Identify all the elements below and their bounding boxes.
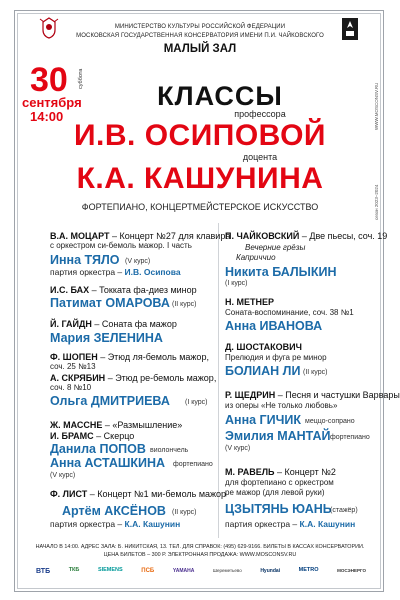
work-shchedrin: из оперы «Не только любовь» (225, 401, 338, 410)
hall-name: МАЛЫЙ ЗАЛ (163, 43, 237, 55)
performer-astashkina: Анна АСТАШКИНА (50, 456, 166, 470)
course-mantai: (V курс) (225, 445, 251, 452)
accomp-ravel: партия оркестра – К.А. Кашунин (225, 519, 356, 529)
teacher-osipova: И.В. ОСИПОВОЙ (73, 119, 326, 152)
performer-popov: Данила ПОПОВ (50, 442, 146, 456)
composer-scriabin: А. СКРЯБИН – Этюд ре-бемоль мажор, (50, 373, 217, 383)
site-label: WWW.MOSCONSV.RU (374, 82, 379, 130)
course-yuan: (стажёр) (330, 507, 358, 514)
role-piano-left: фортепиано (173, 461, 213, 468)
course-tyalo: (V курс) (125, 258, 151, 265)
sponsor-vtb-logo: ВТБ (36, 567, 51, 575)
performer-yuan: ЦЗЫТЯНЬ ЮАНЬ (225, 502, 332, 516)
composer-ravel: М. РАВЕЛЬ – Концерт №2 (225, 467, 336, 477)
date-month: сентября (22, 95, 82, 110)
ministry-line: МИНИСТЕРСТВО КУЛЬТУРЫ РОССИЙСКОЙ ФЕДЕРАЦИИ (114, 24, 286, 30)
work-chopin: соч. 25 №13 (50, 362, 96, 371)
work-medtner: Соната-воспоминание, соч. 38 №1 (225, 308, 354, 317)
sponsor-sheremetyevo-logo: Шереметьево (212, 567, 242, 573)
work-shostakovich: Прелюдия и фуга ре минор (225, 353, 327, 362)
performer-bolian-li: БОЛИАН ЛИ (225, 364, 301, 378)
composer-shchedrin: Р. ЩЕДРИН – Песня и частушки Варвары (225, 390, 400, 400)
performer-mantai: Эмилия МАНТАЙ (225, 429, 331, 443)
performer-tyalo: Инна ТЯЛО (50, 253, 120, 267)
footer-info-2: ЦЕНА БИЛЕТОВ – 300 Р. ЭЛЕКТРОННАЯ ПРОДАЖА: WWW.MOSCONSV.RU (103, 552, 297, 558)
date-weekday: суббота (78, 68, 84, 89)
sponsor-yamaha-logo: YAMAHA (172, 567, 195, 574)
sponsor-psb-logo: ПСБ (141, 568, 155, 574)
date-day: 30 (30, 61, 68, 99)
composer-mozart: В.А. МОЦАРТ – Концерт №27 для клавира (50, 231, 231, 241)
composer-massenet: Ж. МАССНЕ – «Размышление» (50, 420, 183, 430)
composer-brahms: И. БРАМС – Скерцо (50, 431, 135, 441)
sponsor-mosenergo-logo: МОСЭНЕРГО (337, 567, 366, 573)
composer-tchaikovsky: П. ЧАЙКОВСКИЙ – Две пьесы, соч. 19 (225, 231, 388, 241)
work-ravel-1: для фортепиано с оркестром (225, 478, 334, 487)
sponsor-metro-logo: METRO (298, 567, 319, 574)
role-cello: виолончель (150, 447, 189, 454)
subtitle: ФОРТЕПИАНО, КОНЦЕРТМЕЙСТЕРСКОЕ ИСКУССТВО (81, 202, 319, 212)
accomp-mozart: партия оркестра – И.В. Осипова (50, 267, 181, 277)
teacher-kashunin: К.А. КАШУНИНА (76, 162, 324, 195)
event-title: КЛАССЫ (157, 81, 283, 111)
performer-omarova: Патимат ОМАРОВА (50, 296, 170, 310)
sponsor-tkb-logo: ТКБ (68, 567, 80, 574)
course-astashkina: (V курс) (50, 472, 76, 479)
rank-docent: доцента (242, 152, 278, 162)
performer-ivanova: Анна ИВАНОВА (225, 319, 323, 333)
performer-zelenina: Мария ЗЕЛЕНИНА (50, 331, 163, 345)
course-balykin: (I курс) (225, 280, 248, 287)
rank-professor: профессора (234, 109, 286, 119)
conservatory-line: МОСКОВСКАЯ ГОСУДАРСТВЕННАЯ КОНСЕРВАТОРИЯ ИМЕНИ П.И. ЧАЙКОВСКОГО (76, 33, 324, 39)
composer-chopin: Ф. ШОПЕН – Этюд ля-бемоль мажор, (50, 352, 209, 362)
sponsor-siemens-logo: SIEMENS (97, 567, 123, 574)
composer-liszt: Ф. ЛИСТ – Концерт №1 ми-бемоль мажор (50, 489, 227, 499)
role-mezzo: меццо-сопрано (305, 418, 355, 425)
work-tchaikovsky-2: Каприччио (236, 253, 276, 262)
course-bolian-li: (II курс) (303, 369, 328, 376)
course-aksenov: (II курс) (172, 509, 197, 516)
composer-shostakovich: Д. ШОСТАКОВИЧ (225, 342, 302, 352)
composer-haydn: Й. ГАЙДН – Соната фа мажор (50, 319, 177, 329)
course-dmitrieva: (I курс) (185, 399, 208, 406)
performer-aksenov: Артём АКСЁНОВ (62, 504, 166, 518)
role-piano-right: фортепиано (330, 434, 370, 441)
work-mozart: с оркестром си-бемоль мажор. I часть (50, 241, 192, 250)
performer-gichik: Анна ГИЧИК (225, 413, 302, 427)
performer-dmitrieva: Ольга ДМИТРИЕВА (50, 394, 170, 408)
composer-bach: И.С. БАХ – Токката фа-диез минор (50, 285, 197, 295)
composer-medtner: Н. МЕТНЕР (225, 297, 275, 307)
sponsor-logos (36, 564, 366, 578)
work-tchaikovsky-1: Вечерние грёзы (245, 243, 306, 252)
date-time: 14:00 (30, 109, 64, 124)
work-scriabin: соч. 8 №10 (50, 383, 92, 392)
accomp-liszt: партия оркестра – К.А. Кашунин (50, 519, 181, 529)
course-omarova: (II курс) (172, 301, 197, 308)
work-ravel-2: ре мажор (для левой руки) (225, 488, 325, 497)
footer-info-1: НАЧАЛО В 14:00. АДРЕС ЗАЛА: Б. НИКИТСКАЯ, 13. ТЕЛ. ДЛЯ СПРАВОК: (495) 629-9166. БИЛЕТЫ В КАССАХ КОНСЕРВАТОРИИ. (35, 544, 365, 550)
season-label: сезон 2023–2024 (374, 184, 379, 220)
performer-balykin: Никита БАЛЫКИН (225, 265, 337, 279)
sponsor-hyundai-logo: Hyundai (260, 567, 281, 574)
